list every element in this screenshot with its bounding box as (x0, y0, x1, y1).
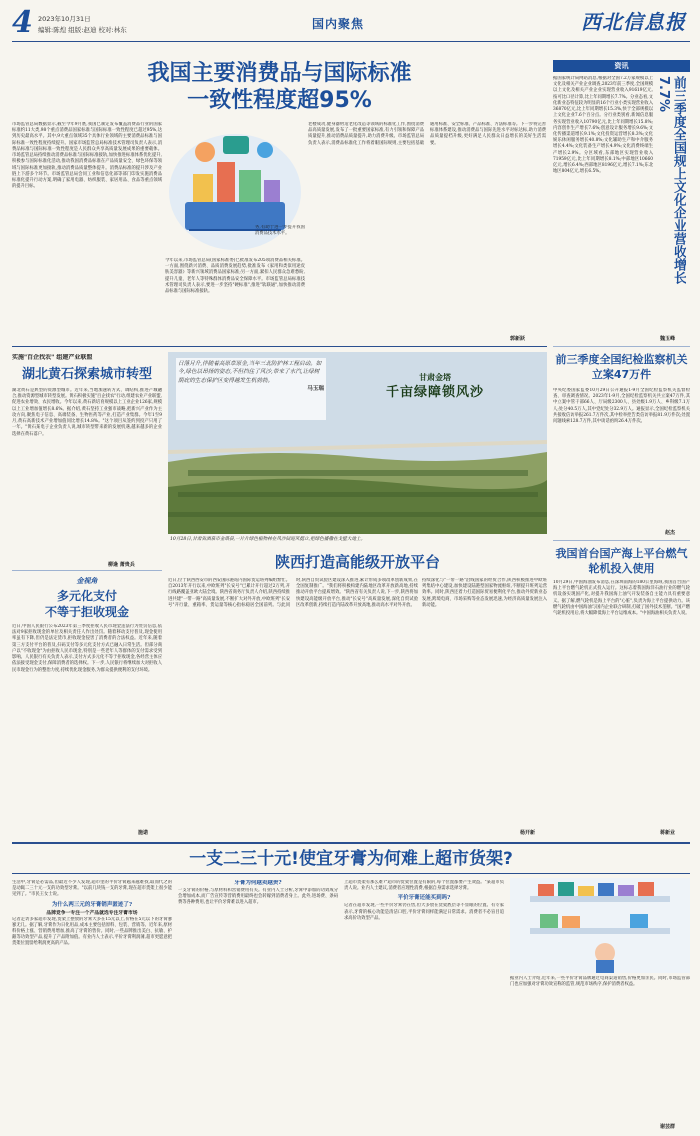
hubei-kicker: 实施"百企找农" 组建产业联盟 (12, 354, 93, 361)
toothpaste-col3 (344, 880, 504, 1132)
divider-bottom-2 (12, 873, 690, 874)
toothpaste-sub1b: 品牌竞争一专注一个产品就选专注牙膏市场 (46, 909, 138, 916)
main-headline-line1: 我国主要消费品与国际标准 (147, 61, 412, 86)
zixun-byline: 魏玉峰 (660, 336, 676, 342)
jinguan-headline-2: 不等于拒收现金 (44, 605, 129, 619)
discipline-headline: 前三季度全国纪检监察机关立案47万件 (555, 353, 688, 381)
shaanxi-headline: 陕西打造高能级开放平台 (274, 553, 440, 571)
toothpaste-col2b-text: 一支牙膏的价格,与原材料和营销费用有关。有业内人士分析,牙膏中添加的功效成分会增加成本,而广告宣传等营销费用最终也会转嫁到消费者身上。此外,进场费、条码费等各种费用,也让平价牙膏难以进入超市。 (178, 887, 338, 906)
photo-title: 千亩绿障锁风沙 (385, 384, 484, 400)
divider-left (12, 570, 162, 571)
toothpaste-col4-text: 据业内人士介绍,近年来,一些平价牙膏品牌通过电商渠道销售,价格更加亲民。同时,市场监管部门也应加强对牙膏功效宣称的监管,规范市场秩序,保护消费者权益。 (510, 976, 690, 988)
shaanxi-body2: 持续深化与"一带一路"沿线国家的经贸合作,陕西积极推进中欧班列集结中心建设,加快建设陆港型国家物流枢纽,不断提升班列运营效率。同时,陕西还着力打造国际贸易便利化平台,推动外贸新业态发展,跨境电商、市场采购等业态发展迅速,为经济高质量发展注入新动能。 (422, 578, 547, 608)
toothpaste-headline: 一支二三十元!使宜牙膏为何难上超市货架? (189, 849, 513, 869)
toothpaste-sub2: 平价牙膏还能买到吗? (397, 895, 451, 902)
turbine-headline: 我国首台国产海上平台燃气轮机投入使用 (555, 547, 688, 575)
toothpaste-col1b-text: 记者走访多家超市发现,货架上摆放的牙膏大多在15元以上,价格在5元以下的牙膏寥寥无几。据了解,牙膏作为日化用品,成本主要包括原料、包装、营销等。近年来,原材料价格上涨、营销费用增加,推高了牙膏的售价。同时,一些品牌推出美白、抗敏、护龈等功效型产品,提升了产品附加值。有业内人士表示,平价牙膏利润薄,超市更愿意把货架位置留给利润更高的产品。 (12, 916, 172, 947)
photo-poem-box (176, 358, 326, 420)
turbine-body: 10月29日,中国海油发布消息,在深圳南海的180公里海域,我国首台国产海上平台燃气轮机正式投入运行。这标志着我国海洋石油行业的燃气轮机设备实现国产化,对提升我国海上油气开发装备自主能力具有重要意义。据了解,燃气轮机是海上平台的"心脏",负责为海上平台提供动力。该燃气轮机由中国海油与国内企业联合研制,打破了国外技术垄断。"国产燃气轮机投用后,将大幅降低海上平台运维成本。"中国海油相关负责人说。 (553, 580, 690, 617)
shaanxi-byline: 杨开新 (520, 830, 536, 836)
hubei-headline: 湖北黄石探索城市转型 (21, 367, 152, 382)
turbine-byline: 蒋新业 (660, 830, 676, 836)
page-number: 4 (12, 5, 33, 40)
photo-poem: 日落月升,伴随着高原草原金,当年三北防护林工程启动。如今,绿色以昂扬的姿态,不但挡住了风沙,带来了水汽,让绿树荫庇的生态保护区变得越发生机勃勃。 (178, 361, 322, 384)
hubei-byline: 柳逢 萧贵兵 (108, 562, 135, 568)
main-article-byline: 郭新跃 (510, 336, 526, 342)
main-article-col1: 市场监管总局数据显示,截至今年9月底,我国已制定发布覆盖消费品行业的国家标准约11大类,98个重点消费品国家标准与国际标准一致性程度已超过95%,达到历史最高水平。其中,9大重点领域35个具体行业领域的主要消费品标准与国际标准一致性程度持续提升。国家市场监管总局标准技术管理司负责人表示,消费品标准与国际标准一致性程度是人民群众共享高质量发展成果的重要载体。市场监管总局持续推动消费品标准与国际标准接轨,加快推进标准体系优化提升,积极参与国际标准化活动,推动我国消费品标准在产品质量安全、绿色环保等领域与国际标准更加接轨,推动消费品质量整体提升。消费品标准的提升涉及产业链上下游多个环节。市场监管总局会同工业和信息化部等部门印发实施消费品标准化提升行动方案,明确了家用电器、纺织服装、家居用品、食品等重点领域的提升目标。 (12, 122, 162, 190)
main-headline (12, 60, 547, 114)
discipline-byline: 赵杰 (665, 530, 676, 536)
editors-line: 编辑:陈煌 组版:赵迪 校对:林东 (38, 26, 127, 34)
shaanxi-body: 近日,位于陕西西安市的西安国际港站内国际货运班列编组繁忙。自2013年开行以来,中欧班列"长安号"已累计开行超过2万列,开行线路覆盖亚欧大陆全境。陕西省商务厅负责人介绍,陕西持续推进共建"一带一路"高质量发展,不断扩大对外开放,中欧班列"长安号"开行量、重箱率、货运量等核心指标稳居全国前列。与此同时,陕西自贸试验区建设深入推进,累计形成多项改革创新成果,在全国复制推广。"我们将积极构建内陆地区改革开放新高地,持续推动开放平台提质增效。"陕西省有关负责人说,下一步,陕西将加快建设高能级开放平台,推动"长安号"高质量发展,深化自贸试验区改革创新,持续打造内陆改革开放高地,推动高水平对外开放。 (168, 578, 418, 608)
photo-caption: 10月28日,甘肃省酒泉市金塔县,一片片绿色植物林在风沙间迎风挺立,把绿色播撒在戈壁大地上。 (170, 537, 366, 542)
toothpaste-illustration (510, 878, 690, 973)
discipline-body: 中央纪委国家监委10月29日公开通报1-9月全国纪检监察机关监督检查、审查调查情况。2023年1-9月,全国纪检监察机关共立案47万件,其中立案中管干部66人、厅局级2300人、县处级1.9万人、乡科级7.1万人;处分40.5万人,其中党纪处分32.9万人。通报显示,全国纪检监察机关共接收信访举报261.7万件次,其中检举控告类信访举报81.9万件次;处置问题线索128.7万件,其中谈话函询26.4万件次。 (553, 388, 690, 425)
toothpaste-col3-text: 上超市货架有那么难?"超市的货架位置是有限的,每个位置都要产生效益。"某超市负责人说。业内人士建议,消费者应理性消费,根据自身需求选择牙膏。 (344, 880, 504, 892)
jinguan-headline-1: 多元化支付 (56, 589, 117, 603)
divider-bottom (12, 842, 690, 844)
jinguan-kicker: 金视角 (76, 576, 98, 585)
zixun-header: 资讯 (614, 62, 629, 70)
toothpaste-col2-sub: 牙膏为何越卖越贵? (234, 880, 282, 886)
toothpaste-col1-text: 生活中,牙膏是必需品,但最近不少人发现,超市里的平价牙膏越来越难找,取而代之的是动辄二三十元一支的功效型牙膏。"以前几块钱一支的牙膏,现在超市货架上很少能见到了。"市民王女士说。 (12, 880, 172, 898)
jinguan-byline: 施诺 (138, 830, 149, 836)
photo-poem-author: 马玉瑞 (307, 386, 324, 393)
photo-title-small: 甘肃金塔 (419, 372, 451, 382)
section-title: 国内聚焦 (312, 17, 365, 31)
jinguan-body: 近日,中国人民银行公布2023年第三季度拒收人民币现金违法行为处罚信息,依法对9家拒收现金的单位及相关责任人作出处罚。随着移动支付普及,现金使用率虽有下降,但仍是法定货币,拒收现金侵害了消费者的合法权益。近年来,随着第三方支付平台的普及,扫码支付等多元化支付方式已融入日常生活。但部分商户以"不收现金"为由拒收人民币现金,特别是一些老年人等群体的支付需求受到影响。人民银行有关负责人表示,支付方式多元化不等于拒收现金,各经营主体应依法接受现金支付,保障消费者的选择权。下一步,人民银行将继续加大对拒收人民币现金行为的整治力度,持续优化现金服务,为群众提供便利的支付环境。 (12, 624, 162, 673)
jinguan-headline (12, 588, 162, 620)
main-article-col3: 今年以来,市场监管总局(国家标准委)已批准发布205项消费品相关标准。一方面,围绕新兴消费、品质消费发展趋势,批准发布《家用和类似用途皮肤美容器》等新兴领域消费品国家标准;另一方面,紧扣人民群众急难愁盼,提升儿童、老年人等特殊群体消费品安全保障水平。市场监管总局标准技术管理司负责人表示,要进一步坚持"硬标准",推进"软联通",加快推动消费品标准与国际标准接轨。 (165, 258, 305, 295)
paper-logo: 西北信息报 (581, 10, 686, 34)
zixun-header-bar (553, 60, 690, 72)
toothpaste-col3b-text: 记者在超市发现,一些平价牙膏仍在售,但大多放在货架底层等不显眼的位置。有专家表示,牙膏的核心功能是清洁口腔,平价牙膏同样能满足日常需求。消费者不必盲目追求高价功效型产品。 (344, 903, 504, 921)
divider-right-2 (553, 540, 690, 541)
main-headline-line2: 一致性程度超95% (187, 88, 372, 113)
divider-right-1 (553, 346, 690, 347)
divider-main (12, 346, 547, 347)
toothpaste-col2 (178, 880, 338, 1132)
main-article-col3-top: 务,有助于进一步提升我国消费品技术水平。 (255, 225, 305, 237)
main-article-col4: 老楼成功,健身器材适老化改造等领域的标准化工作,围绕消费品高质量发展,发布了一批重要国家标准,有力引领和保障产品质量提升,推动消费品质量提升,助力消费升级。市场监管总局负责人表示,消费品标准化工作将着眼国际规则,主要包括基础通用标准、安全标准、产品标准、方法标准等。下一步将完善标准体系建设,推动消费品与国际先进水平对标达标,助力消费品质量提档升级,更好满足人民群众日益增长的美好生活需要。 (308, 122, 546, 146)
date-line: 2023年10月31日 (38, 15, 91, 23)
hubei-body: 湖北黄石是典型的资源型城市。近年来,当地加速转方式、调结构,推进产城融合,推动资源型城市转型发展。黄石积极实施"百企找农"行动,组建农业产业联盟,促进农业增效、农民增收。今年以来,黄石新培育规模以上工业企业126家,规模以上工业增加值增长8.6%。据介绍,黄石坚持工业强市战略,把新兴产业作为主攻方向,聚焦电子信息、高端装备、生物医药等产业,打造产业集群。今年1至9月,黄石高新技术产业增加值同比增长14.8%。"这个项目从签约到投产只用了一年。"黄石某电子企业负责人说,城市转型带来新的发展机遇,越来越多的企业选择在黄石落户。 (12, 388, 162, 437)
toothpaste-sub1: 为什么两三元的牙膏销声匿迹了? (51, 901, 133, 908)
toothpaste-byline: 谢芸群 (660, 1124, 676, 1130)
zixun-vertical-headline: 前三季度全国规上文化企业营收增长7.7% (656, 76, 686, 284)
toothpaste-col1 (12, 880, 172, 1132)
masthead (12, 6, 690, 42)
zixun-body: 据国家统计局网站消息,根据对全国7.2万家规模以上文化及相关产业企业调查,2023年前三季度,全国规模以上文化及相关产业企业实现营业收入91619亿元,按可比口径计算,比上年同期增长7.7%。分业态看,文化新业态特征较为明显的16个行业小类实现营业收入36870亿元,比上年同期增长15.3%,快于全部规模以上文化企业7.6个百分点。分行业类别看,新闻信息服务实现营业收入10790亿元,比上年同期增长15.8%;内容创作生产增长7.6%;创意设计服务增长9.6%;文化传播渠道增长9.1%;文化投资运营增长8.3%;文化娱乐休闲服务增长40.8%;文化辅助生产和中介服务增长4.4%;文化装备生产增长4.9%;文化消费终端生产增长2.9%。分区域看,东部地区实现营业收入71959亿元,比上年同期增长8.1%;中部地区10660亿元,增长6.4%;西部地区8196亿元,增长7.1%;东北地区804亿元,增长6.5%。 (553, 76, 653, 175)
photo-title-box (360, 372, 510, 402)
